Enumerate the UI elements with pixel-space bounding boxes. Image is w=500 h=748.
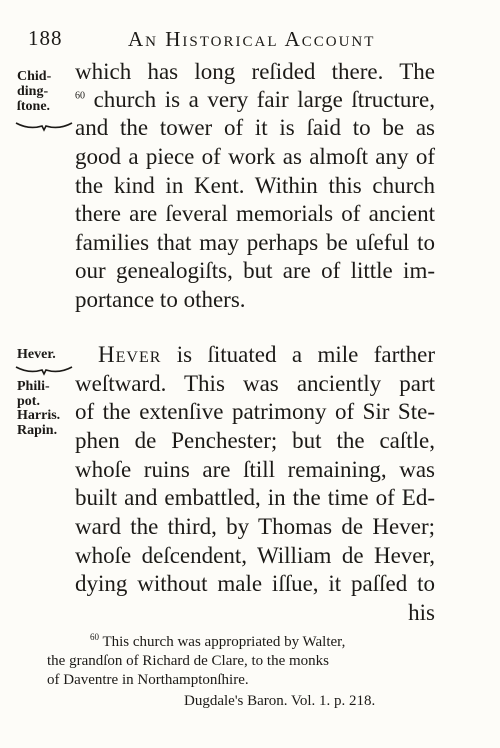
text-line: portance to others. [75, 287, 246, 312]
margin-brace-chiddingstone [15, 120, 73, 132]
text-line: phen de Penchester; but the caſtle, [75, 428, 435, 453]
footnote-citation: Dugdale's Baron. Vol. 1. p. 218. [184, 693, 376, 709]
footnote-marker: 60 [90, 632, 99, 642]
margin-note-hever: Hever. [17, 347, 56, 362]
running-head: An Historical Account [128, 27, 376, 51]
footnote-reference: 60 [75, 90, 85, 102]
catchword: his [408, 600, 435, 625]
text-line: weſtward. This was anciently part [75, 371, 435, 396]
text-line: families that may perhaps be uſeful to [75, 230, 435, 255]
text-line: dying without male iſſue, it paſſed to [75, 571, 435, 596]
footnote-line [90, 633, 345, 651]
place-name-hever: Hever [98, 342, 162, 367]
footnote-line: the grandſon of Richard de Clare, to the monks [47, 653, 330, 669]
text-line: and the tower of it is ſaid to be as [75, 115, 435, 140]
footnote-text: This church was appropriated by Walter, [99, 634, 346, 650]
margin-note-source-1: Phili- [17, 379, 50, 394]
text-line: whoſe ruins are ſtill remaining, was [75, 457, 435, 482]
text-line: whoſe deſcendent, William de Hever, [75, 543, 435, 568]
margin-note-source-4: Rapin. [17, 423, 58, 438]
margin-note-source-2: pot. [17, 394, 40, 409]
text-line: our genealogiſts, but are of little im- [75, 258, 435, 283]
text-line: the kind in Kent. Within this church [75, 173, 435, 198]
margin-brace-hever [15, 364, 73, 376]
text-line: built and embattled, in the time of Ed- [75, 485, 435, 510]
text-line-content: church is a very fair large ſtructure, [93, 87, 436, 112]
footnote-line: of Daventre in Northamptonſhire. [47, 672, 249, 688]
text-line: good a piece of work as almoſt any of [75, 144, 435, 169]
margin-note-chiddingstone-3: ſtone. [17, 99, 51, 114]
page-number: 188 [28, 26, 63, 50]
text-line-content: is ſituated a mile farther [161, 342, 435, 367]
text-line: there are ſeveral memorials of ancient [75, 201, 435, 226]
margin-note-chiddingstone-2: ding- [17, 84, 49, 99]
margin-note-chiddingstone-1: Chid- [17, 69, 52, 84]
margin-note-source-3: Harris. [17, 408, 61, 423]
text-line [75, 86, 435, 114]
text-line: which has long reſided there. The [75, 59, 435, 84]
text-line: ward the third, by Thomas de Hever; [75, 514, 435, 539]
text-line: of the extenſive patrimony of Sir Ste- [75, 399, 435, 424]
text-line [98, 341, 435, 369]
page-header [0, 26, 500, 56]
